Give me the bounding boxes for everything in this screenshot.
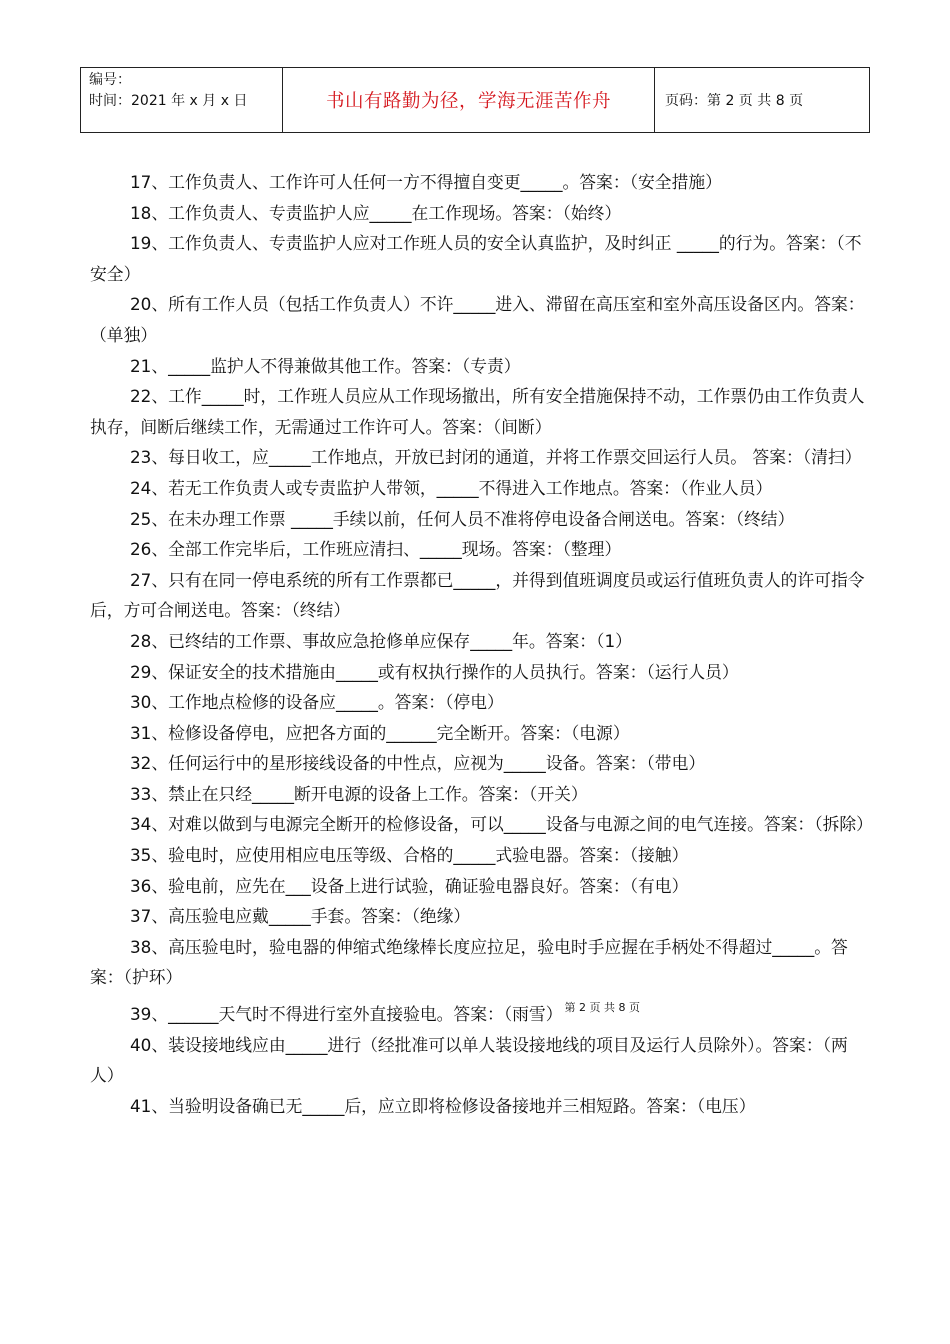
question-28: 28、已终结的工作票、事故应急抢修单应保存_____年。答案：（1） [130,630,632,651]
date-label: 时间：2021 年 x 月 x 日 [89,93,248,109]
motto: 书山有路勤为径，学海无涯苦作舟 [283,68,655,132]
question-29: 29、保证安全的技术措施由_____或有权执行操作的人员执行。答案：（运行人员） [130,661,739,682]
question-39-row [90,993,870,1030]
page-number: 页码：第 2 页 共 8 页 [665,93,804,109]
question-24: 24、若无工作负责人或专责监护人带领，_____不得进入工作地点。答案：（作业人员） [130,477,773,498]
question-25: 25、在未办理工作票 _____手续以前，任何人员不准将停电设备合闸送电。答案：（终结） [130,508,795,529]
question-40: 40、装设接地线应由_____进行（经批准可以单人装设接地线的项目及运行人员除外）。答案：（两人） [90,1034,848,1086]
question-27: 27、只有在同一停电系统的所有工作票都已_____，并得到值班调度员或运行值班负责人的许可指令后，方可合闸送电。答案：（终结） [90,569,865,621]
question-38: 38、高压验电时，验电器的伸缩式绝缘棒长度应拉足，验电时手应握在手柄处不得超过_____。答案：（护环） [90,936,848,988]
question-22: 22、工作_____时，工作班人员应从工作现场撤出，所有安全措施保持不动，工作票仍由工作负责人执存，间断后继续工作，无需通过工作许可人。答案：（间断） [90,386,865,437]
question-18: 18、工作负责人、专责监护人应_____在工作现场。答案：（始终） [130,202,622,223]
serial-number-label: 编号： [89,72,131,88]
question-26: 26、全部工作完毕后，工作班应清扫、_____现场。答案：（整理） [130,539,622,560]
question-41: 41、当验明设备确已无_____后，应立即将检修设备接地并三相短路。答案：（电压） [130,1095,756,1116]
question-19: 19、工作负责人、专责监护人应对工作班人员的安全认真监护，及时纠正 _____的行为。答案：（不安全） [90,233,862,284]
question-17: 17、工作负责人、工作许可人任何一方不得擅自变更_____。答案：（安全措施） [130,172,722,192]
question-32: 32、任何运行中的星形接线设备的中性点，应视为_____设备。答案：（带电） [130,753,706,774]
question-21: 21、_____监护人不得兼做其他工作。答案：（专责） [130,355,521,376]
question-36: 36、验电前，应先在___设备上进行试验，确证验电器良好。答案：（有电） [130,875,689,896]
question-34: 34、对难以做到与电源完全断开的检修设备，可以_____设备与电源之间的电气连接。答案：（拆除） [130,814,873,835]
question-20: 20、所有工作人员（包括工作负责人）不许_____进入、滞留在高压室和室外高压设备区内。答案：（单独） [90,294,865,345]
question-37: 37、高压验电应戴_____手套。答案：（绝缘） [130,906,471,927]
question-39: 39、______天气时不得进行室外直接验电。答案：（雨雪） [130,1004,563,1025]
question-35: 35、验电时，应使用相应电压等级、合格的_____式验电器。答案：（接触） [130,845,689,866]
question-list [90,167,873,1121]
question-31: 31、检修设备停电，应把各方面的______完全断开。答案：（电源） [130,722,630,743]
question-23: 23、每日收工，应_____工作地点，开放已封闭的通道，并将工作票交回运行人员。 答案：（清扫） [130,447,862,468]
question-30: 30、工作地点检修的设备应_____。答案：（停电） [130,692,504,713]
header-table [80,67,870,133]
page-footnote: 第 2 页 共 8 页 [564,1001,640,1015]
question-33: 33、禁止在只经_____断开电源的设备上工作。答案：（开关） [130,783,588,804]
header-left-cell [81,68,283,132]
